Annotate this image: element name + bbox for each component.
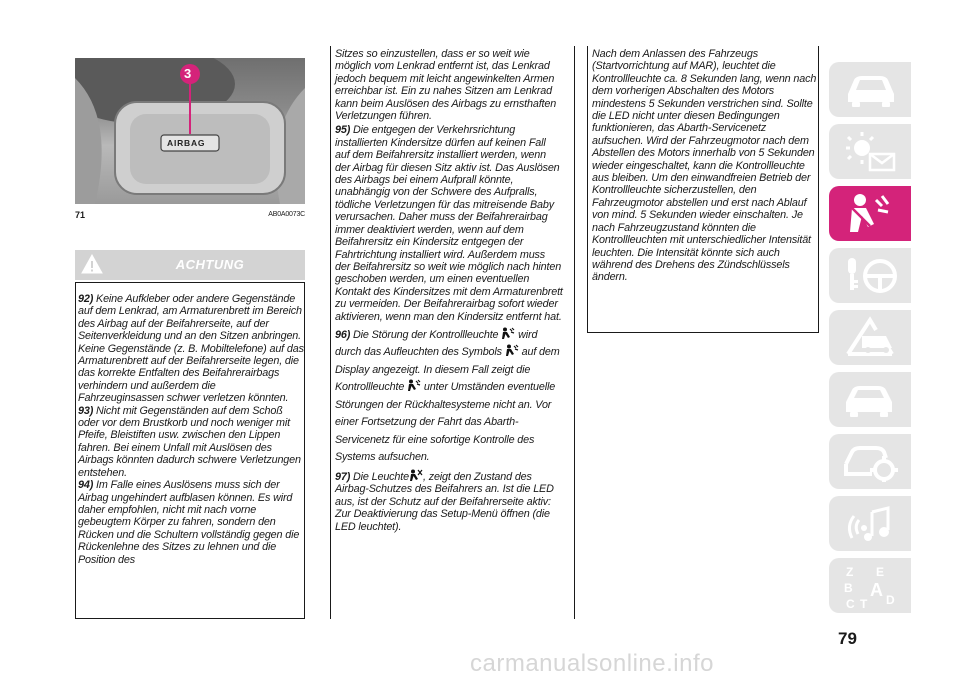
paragraph-96: 96) Die Störung der Kontrollleuchte wird durch das Aufleuchten des Symbols auf dem Display angezeigt. In diesem Fall zeigt die Kontrollleuchte unter Umständen eventuelle Störungen der Rückhaltesysteme nicht an. Vor einer Fortsetzung der Fahrt das Abarth-Servicenetz für eine sofortige Kontrolle des Systems aufsuchen. (335, 328, 560, 464)
warning-triangle-icon (842, 316, 898, 358)
warning-title: ACHTUNG (175, 257, 245, 272)
airbag-warning-light-icon (501, 327, 515, 340)
paragraph-97: 97) Die Leuchte , zeigt den Zustand des Airbag-Schutzes des Beifahrers an. Ist die LED aus, ist der Schutz auf der Beifahrerseite aktiv: Zur Deaktivierung das Setup-Menü öffnen (die LED leuchtet). (335, 470, 554, 533)
index-letter: Z (846, 565, 854, 579)
sidebar-tab-car[interactable] (829, 62, 911, 117)
paragraph-94-continued: Sitzes so einzustellen, dass er so weit wie möglich vom Lenkrad entfernt ist, das Lenkrad jedoch bequem mit leicht angewinkelten Armen erreichbar ist. Ein zu nahes Sitzen am Lenkrad kann beim Auslösen des Airbags zu ernsthaften Verletzungen führen. (335, 48, 557, 123)
airbag-warning-symbol-icon (505, 344, 519, 357)
warning-icon (81, 254, 103, 274)
column-divider (574, 46, 575, 619)
index-letter: D (886, 593, 895, 607)
page-number: 79 (838, 629, 857, 648)
index-letter: B (844, 581, 853, 595)
airbag-figure (75, 58, 305, 204)
column-3 (592, 48, 817, 284)
column-divider (330, 46, 331, 619)
car-icon (842, 68, 898, 110)
sidebar-tab-safety[interactable] (829, 186, 911, 241)
warning-header (75, 250, 305, 280)
index-letter: C (846, 597, 855, 610)
sidebar-tab-multimedia[interactable] (829, 496, 911, 551)
paragraph-93: 93) Nicht mit Gegenständen auf dem Schoß oder vor dem Brustkorb und noch weniger mit Pfeife, Bleistiften usw. zwischen den Lippen fahren. Bei einem Unfall mit Auslösen des Airbags könnten dadurch schwere Verletzungen entstehen. (78, 404, 301, 479)
airbag-label: AIRBAG (167, 138, 206, 148)
car-service-gear-icon (842, 440, 898, 482)
sidebar-tab-technical-data[interactable] (829, 434, 911, 489)
callout-number: 3 (184, 66, 192, 81)
paragraph-97-continued: Nach dem Anlassen des Fahrzeugs (Startvorrichtung auf MAR), leuchtet die Kontrollleuchte ca. 8 Sekunden lang, wenn nach dem vorherigen Abschalten des Motors mindestens 5 Sekunden verstrichen sind. Sollte die LED nicht unter diesen Bedingungen funktionieren, das Abarth-Servicenetz aufsuchen. Wird der Fahrzeugmotor nach dem Abstellen des Motors innerhalb von 5 Sekunden wieder eingeschaltet, kann die Kontrollleuchte aus bleiben. Um den einwandfreien Betrieb der Kontrollleuchte sicherzustellen, den Fahrzeugmotor abstellen und erst nach Ablauf von mind. 5 Sekunden wieder einschalten. Je nach Fahrzeugzustand könnten die Kontrollleuchten mit unterschiedlicher Intensität leuchten. Die Intensität könnte sich auch während des Drehens des Zündschlüssels ändern. (592, 48, 817, 284)
seatbelt-passenger-icon (842, 192, 898, 234)
box-border-right (818, 46, 819, 332)
airbag-warning-light-icon (407, 379, 421, 392)
column-1 (78, 293, 304, 566)
figure-caption-code: AB0A0073C (268, 211, 305, 218)
column-2 (335, 48, 563, 533)
sidebar-tab-maintenance[interactable] (829, 372, 911, 427)
alphabet-index-icon (842, 564, 898, 610)
watermark: carmanualsonline.info (470, 650, 714, 677)
key-steering-wheel-icon (842, 254, 898, 296)
index-letter: T (860, 597, 868, 610)
sidebar-tab-dashboard[interactable] (829, 124, 911, 179)
index-letter: E (876, 565, 885, 579)
sidebar-tab-starting-driving[interactable] (829, 248, 911, 303)
passenger-airbag-off-icon (409, 469, 423, 482)
paragraph-94: 94) Im Falle eines Auslösens muss sich der Airbag ungehindert aufblasen können. Es wird daher empfohlen, nicht mit nach vorne gebeugtem Körper zu fahren, sondern den Rücken und die Schultern vollständig gegen die Rückenlehne des Sitzes zu lehnen und die Position des (78, 479, 300, 566)
box-border-bottom (587, 332, 819, 333)
sidebar-tab-index[interactable] (829, 558, 911, 613)
sidebar-tab-emergency[interactable] (829, 310, 911, 365)
figure-caption-number: 71 (75, 210, 86, 220)
multimedia-icon (842, 502, 898, 544)
car-breakdown-icon (842, 378, 898, 420)
box-border-left (587, 46, 588, 332)
paragraph-95: 95) Die entgegen der Verkehrsrichtung installierten Kindersitze dürfen auf keinen Fall auf dem Beifahrersitz installiert werden, wenn der Airbag für diesen Sitz aktiv ist. Das Auslösen des Airbags bei einem Aufprall könnte, unabhängig von der Schwere des Aufpralls, tödliche Verletzungen für das mitreisende Baby verursachen. Daher muss der Beifahrerairbag immer deaktiviert werden, wenn auf dem Beifahrersitz ein Kindersitz entgegen der Fahrtrichtung installiert wird. Außerdem muss der Beifahrersitz so weit wie möglich nach hinten geschoben werden, um einen eventuellen Kontakt des Kindersitzes mit dem Armaturenbrett zu vermeiden. Der Beifahrerairbag sofort wieder aktivieren, wenn man den Kindersitz entfernt hat. (335, 124, 563, 323)
paragraph-92: 92) Keine Aufkleber oder andere Gegenstände auf dem Lenkrad, am Armaturenbrett im Bereich des Airbag auf der Beifahrerseite, auf der Seitenverkleidung und an den Sitzen anbringen. Keine Gegenstände (z. B. Mobiltelefone) auf das Armaturenbrett auf der Beifahrerseite legen, die das korrekte Entfalten des Beifahrerairbags verhindern und außerdem die Fahrzeuginsassen schwer verletzen könnten. (78, 293, 304, 405)
dashboard-lights-icon (842, 130, 898, 172)
index-letter: A (870, 580, 883, 600)
